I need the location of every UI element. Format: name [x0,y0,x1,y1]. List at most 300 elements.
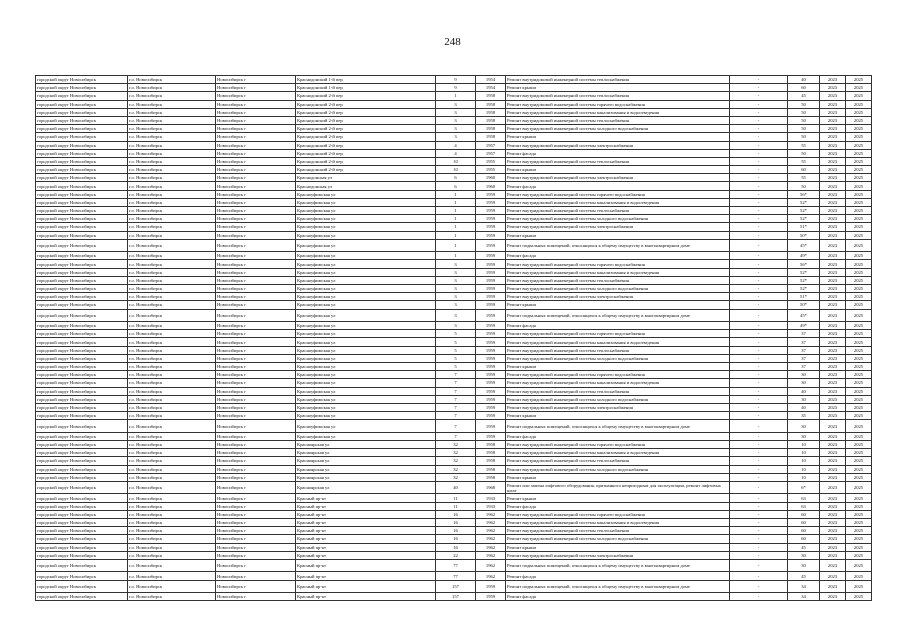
end-year-cell: 2025 [846,174,872,182]
blank-cell: - [730,149,788,157]
street-cell: Красный пр-кт [296,543,436,551]
district-cell: г.о. Новосибирск [128,363,216,371]
city-cell: Новосибирск г [216,182,296,190]
street-cell: Краснодонский 2-й пер [296,92,436,100]
house-number-cell: 3 [436,260,476,268]
start-year-cell: 2023 [820,363,846,371]
city-cell: Новосибирск г [216,84,296,92]
street-cell: Краснодонский 2-й пер [296,108,436,116]
work-type-cell: Ремонт внутридомовой инженерной системы горячего водоснабжения [506,371,730,379]
street-cell: Красноярская ул [296,441,436,449]
work-type-cell: Ремонт фасада [506,149,730,157]
house-number-cell: 7 [436,395,476,403]
city-cell: Новосибирск г [216,535,296,543]
blank-cell: - [730,449,788,457]
municipality-cell: городской округ Новосибирск [36,100,128,108]
city-cell: Новосибирск г [216,338,296,346]
build-year-cell: 1933 [476,502,506,510]
district-cell: г.о. Новосибирск [128,116,216,124]
municipality-cell: городской округ Новосибирск [36,125,128,133]
end-year-cell: 2025 [846,301,872,309]
city-cell: Новосибирск г [216,346,296,354]
house-number-cell: 1 [436,239,476,252]
work-type-cell: Ремонт внутридомовой инженерной системы канализования и водоотведения [506,268,730,276]
blank-cell: - [730,441,788,449]
value-cell: 49* [788,252,820,260]
work-type-cell: Ремонт внутридомовой инженерной системы теплоснабжения [506,157,730,165]
build-year-cell: 1959 [476,207,506,215]
table-row [36,527,872,535]
build-year-cell: 1959 [476,412,506,420]
municipality-cell: городской округ Новосибирск [36,166,128,174]
end-year-cell: 2025 [846,309,872,322]
house-number-cell: 32 [436,457,476,465]
table-row [36,182,872,190]
build-year-cell: 1959 [476,190,506,198]
municipality-cell: городской округ Новосибирск [36,268,128,276]
city-cell: Новосибирск г [216,441,296,449]
start-year-cell: 2023 [820,346,846,354]
district-cell: г.о. Новосибирск [128,551,216,559]
end-year-cell: 2025 [846,338,872,346]
blank-cell: - [730,338,788,346]
municipality-cell: городской округ Новосибирск [36,403,128,411]
work-type-cell: Ремонт крыши [506,412,730,420]
value-cell: 10 [788,465,820,473]
end-year-cell: 2025 [846,580,872,593]
end-year-cell: 2025 [846,395,872,403]
end-year-cell: 2025 [846,593,872,601]
city-cell: Новосибирск г [216,371,296,379]
build-year-cell: 1959 [476,346,506,354]
blank-cell: - [730,412,788,420]
build-year-cell: 1959 [476,395,506,403]
city-cell: Новосибирск г [216,149,296,157]
start-year-cell: 2023 [820,166,846,174]
district-cell: г.о. Новосибирск [128,215,216,223]
house-number-cell: 1 [436,252,476,260]
work-type-cell: Ремонт крыши [506,363,730,371]
city-cell: Новосибирск г [216,412,296,420]
start-year-cell: 2023 [820,207,846,215]
work-type-cell: Ремонт внутридомовой инженерной системы горячего водоснабжения [506,260,730,268]
municipality-cell: городской округ Новосибирск [36,182,128,190]
work-type-cell: Ремонт фасада [506,322,730,330]
start-year-cell: 2023 [820,116,846,124]
house-number-cell: 7 [436,379,476,387]
municipality-cell: городской округ Новосибирск [36,215,128,223]
value-cell: 50 [788,125,820,133]
work-type-cell: Ремонт внутридомовой инженерной системы холодного водоснабжения [506,285,730,293]
street-cell: Красноуфимская ул [296,354,436,362]
blank-cell: - [730,572,788,580]
end-year-cell: 2025 [846,420,872,433]
city-cell: Новосибирск г [216,76,296,84]
blank-cell: - [730,371,788,379]
build-year-cell: 1959 [476,403,506,411]
build-year-cell: 1957 [476,141,506,149]
city-cell: Новосибирск г [216,309,296,322]
end-year-cell: 2025 [846,293,872,301]
work-type-cell: Ремонт внутридомовой инженерной системы электроснабжения [506,174,730,182]
end-year-cell: 2025 [846,379,872,387]
value-cell: 34 [788,580,820,593]
work-type-cell: Ремонт подвальных помещений, относящихся к общему имуществу в многоквартирном доме [506,309,730,322]
district-cell: г.о. Новосибирск [128,166,216,174]
house-number-cell: 3 [436,276,476,284]
house-number-cell: 11 [436,502,476,510]
table-row [36,322,872,330]
value-cell: 50* [788,301,820,309]
district-cell: г.о. Новосибирск [128,519,216,527]
house-number-cell: 1 [436,207,476,215]
district-cell: г.о. Новосибирск [128,231,216,239]
start-year-cell: 2023 [820,338,846,346]
district-cell: г.о. Новосибирск [128,92,216,100]
value-cell: 51* [788,223,820,231]
table-row [36,190,872,198]
city-cell: Новосибирск г [216,432,296,440]
municipality-cell: городской округ Новосибирск [36,543,128,551]
build-year-cell: 1959 [476,239,506,252]
house-number-cell: 3 [436,322,476,330]
street-cell: Красноуфимская ул [296,363,436,371]
city-cell: Новосибирск г [216,166,296,174]
blank-cell: - [730,502,788,510]
table-row [36,338,872,346]
street-cell: Краснодонская ул [296,182,436,190]
build-year-cell: 1959 [476,420,506,433]
district-cell: г.о. Новосибирск [128,252,216,260]
build-year-cell: 1954 [476,76,506,84]
house-number-cell: 9 [436,84,476,92]
house-number-cell: 5 [436,330,476,338]
street-cell: Красноярская ул [296,457,436,465]
work-type-cell: Ремонт внутридомовой инженерной системы холодного водоснабжения [506,354,730,362]
blank-cell: - [730,346,788,354]
work-type-cell: Ремонт внутридомовой инженерной системы холодного водоснабжения [506,535,730,543]
value-cell: 40 [788,403,820,411]
city-cell: Новосибирск г [216,363,296,371]
work-type-cell: Ремонт внутридомовой инженерной системы горячего водоснабжения [506,441,730,449]
table-row [36,481,872,494]
start-year-cell: 2023 [820,301,846,309]
value-cell: 45 [788,92,820,100]
district-cell: г.о. Новосибирск [128,457,216,465]
build-year-cell: 1962 [476,572,506,580]
value-cell: 50 [788,108,820,116]
table-body [36,76,872,601]
value-cell: 45 [788,543,820,551]
blank-cell: - [730,174,788,182]
city-cell: Новосибирск г [216,330,296,338]
district-cell: г.о. Новосибирск [128,149,216,157]
district-cell: г.о. Новосибирск [128,559,216,572]
city-cell: Новосибирск г [216,473,296,481]
district-cell: г.о. Новосибирск [128,535,216,543]
blank-cell: - [730,465,788,473]
municipality-cell: городской округ Новосибирск [36,157,128,165]
street-cell: Красноуфимская ул [296,231,436,239]
district-cell: г.о. Новосибирск [128,223,216,231]
street-cell: Красноярская ул [296,481,436,494]
work-type-cell: Ремонт внутридомовой инженерной системы канализования и водоотведения [506,379,730,387]
district-cell: г.о. Новосибирск [128,301,216,309]
build-year-cell: 1958 [476,100,506,108]
municipality-cell: городской округ Новосибирск [36,441,128,449]
blank-cell: - [730,387,788,395]
district-cell: г.о. Новосибирск [128,572,216,580]
table-row [36,100,872,108]
blank-cell: - [730,432,788,440]
district-cell: г.о. Новосибирск [128,276,216,284]
start-year-cell: 2023 [820,559,846,572]
city-cell: Новосибирск г [216,190,296,198]
city-cell: Новосибирск г [216,223,296,231]
table-row [36,92,872,100]
municipality-cell: городской округ Новосибирск [36,354,128,362]
page-number: 248 [444,36,461,48]
work-type-cell: Ремонт внутридомовой инженерной системы теплоснабжения [506,387,730,395]
work-type-cell: Ремонт крыши [506,473,730,481]
start-year-cell: 2023 [820,412,846,420]
street-cell: Краснодонский 2-й пер [296,141,436,149]
district-cell: г.о. Новосибирск [128,502,216,510]
municipality-cell: городской округ Новосибирск [36,322,128,330]
municipality-cell: городской округ Новосибирск [36,363,128,371]
end-year-cell: 2025 [846,260,872,268]
table-row [36,473,872,481]
blank-cell: - [730,116,788,124]
start-year-cell: 2023 [820,510,846,518]
value-cell: 52* [788,215,820,223]
blank-cell: - [730,215,788,223]
end-year-cell: 2025 [846,543,872,551]
table-row [36,519,872,527]
build-year-cell: 1959 [476,268,506,276]
blank-cell: - [730,293,788,301]
start-year-cell: 2023 [820,527,846,535]
house-number-cell: 10 [436,166,476,174]
work-type-cell: Ремонт внутридомовой инженерной системы горячего водоснабжения [506,510,730,518]
blank-cell: - [730,457,788,465]
work-type-cell: Ремонт внутридомовой инженерной системы горячего водоснабжения [506,100,730,108]
city-cell: Новосибирск г [216,125,296,133]
table-row [36,593,872,601]
work-type-cell: Ремонт крыши [506,494,730,502]
city-cell: Новосибирск г [216,593,296,601]
house-number-cell: 11 [436,494,476,502]
municipality-cell: городской округ Новосибирск [36,338,128,346]
house-number-cell: 157 [436,580,476,593]
city-cell: Новосибирск г [216,403,296,411]
table-row [36,535,872,543]
build-year-cell: 1955 [476,166,506,174]
end-year-cell: 2025 [846,133,872,141]
blank-cell: - [730,535,788,543]
city-cell: Новосибирск г [216,141,296,149]
house-number-cell: 5 [436,354,476,362]
blank-cell: - [730,481,788,494]
house-number-cell: 4 [436,141,476,149]
city-cell: Новосибирск г [216,354,296,362]
table-row [36,363,872,371]
house-number-cell: 32 [436,473,476,481]
street-cell: Красный пр-кт [296,502,436,510]
table-row [36,198,872,206]
blank-cell: - [730,519,788,527]
municipality-cell: городской округ Новосибирск [36,371,128,379]
work-type-cell: Ремонт внутридомовой инженерной системы холодного водоснабжения [506,395,730,403]
work-type-cell: Ремонт внутридомовой инженерной системы теплоснабжения [506,207,730,215]
blank-cell: - [730,420,788,433]
work-type-cell: Ремонт внутридомовой инженерной системы теплоснабжения [506,457,730,465]
end-year-cell: 2025 [846,223,872,231]
street-cell: Краснодонский 2-й пер [296,133,436,141]
house-number-cell: 40 [436,481,476,494]
district-cell: г.о. Новосибирск [128,330,216,338]
start-year-cell: 2023 [820,309,846,322]
blank-cell: - [730,494,788,502]
district-cell: г.о. Новосибирск [128,449,216,457]
street-cell: Красный пр-кт [296,519,436,527]
house-number-cell: 157 [436,593,476,601]
build-year-cell: 1959 [476,580,506,593]
start-year-cell: 2023 [820,473,846,481]
municipality-cell: городской округ Новосибирск [36,412,128,420]
municipality-cell: городской округ Новосибирск [36,252,128,260]
build-year-cell: 1958 [476,133,506,141]
district-cell: г.о. Новосибирск [128,510,216,518]
street-cell: Красноуфимская ул [296,239,436,252]
municipality-cell: городской округ Новосибирск [36,309,128,322]
build-year-cell: 1954 [476,84,506,92]
start-year-cell: 2023 [820,543,846,551]
start-year-cell: 2023 [820,572,846,580]
start-year-cell: 2023 [820,580,846,593]
city-cell: Новосибирск г [216,108,296,116]
build-year-cell: 1959 [476,371,506,379]
house-number-cell: 32 [436,441,476,449]
build-year-cell: 1959 [476,293,506,301]
blank-cell: - [730,125,788,133]
table-row [36,215,872,223]
city-cell: Новосибирск г [216,465,296,473]
blank-cell: - [730,108,788,116]
house-number-cell: 7 [436,412,476,420]
house-number-cell: 16 [436,510,476,518]
house-number-cell: 32 [436,465,476,473]
value-cell: 56* [788,260,820,268]
district-cell: г.о. Новосибирск [128,354,216,362]
city-cell: Новосибирск г [216,293,296,301]
work-type-cell: Ремонт внутридомовой инженерной системы канализования и водоотведения [506,519,730,527]
house-number-cell: 7 [436,420,476,433]
table-row [36,371,872,379]
municipality-cell: городской округ Новосибирск [36,519,128,527]
city-cell: Новосибирск г [216,527,296,535]
blank-cell: - [730,593,788,601]
value-cell: 10 [788,441,820,449]
end-year-cell: 2025 [846,76,872,84]
end-year-cell: 2025 [846,473,872,481]
blank-cell: - [730,363,788,371]
municipality-cell: городской округ Новосибирск [36,593,128,601]
start-year-cell: 2023 [820,76,846,84]
end-year-cell: 2025 [846,387,872,395]
municipality-cell: городской округ Новосибирск [36,133,128,141]
blank-cell: - [730,100,788,108]
blank-cell: - [730,190,788,198]
blank-cell: - [730,285,788,293]
value-cell: 30 [788,559,820,572]
build-year-cell: 1962 [476,510,506,518]
start-year-cell: 2023 [820,457,846,465]
end-year-cell: 2025 [846,432,872,440]
build-year-cell: 1959 [476,260,506,268]
start-year-cell: 2023 [820,441,846,449]
start-year-cell: 2023 [820,551,846,559]
work-type-cell: Ремонт внутридомовой инженерной системы канализования и водоотведения [506,338,730,346]
value-cell: 50 [788,133,820,141]
municipality-cell: городской округ Новосибирск [36,449,128,457]
blank-cell: - [730,301,788,309]
district-cell: г.о. Новосибирск [128,285,216,293]
blank-cell: - [730,76,788,84]
value-cell: 55 [788,141,820,149]
end-year-cell: 2025 [846,322,872,330]
value-cell: 49* [788,322,820,330]
work-type-cell: Ремонт внутридомовой инженерной системы электроснабжения [506,141,730,149]
end-year-cell: 2025 [846,502,872,510]
municipality-cell: городской округ Новосибирск [36,395,128,403]
district-cell: г.о. Новосибирск [128,190,216,198]
start-year-cell: 2023 [820,182,846,190]
municipality-cell: городской округ Новосибирск [36,223,128,231]
end-year-cell: 2025 [846,141,872,149]
end-year-cell: 2025 [846,252,872,260]
table-row [36,494,872,502]
table-row [36,449,872,457]
build-year-cell: 1959 [476,301,506,309]
value-cell: 10 [788,473,820,481]
blank-cell: - [730,133,788,141]
blank-cell: - [730,551,788,559]
street-cell: Красноуфимская ул [296,371,436,379]
house-number-cell: 6 [436,182,476,190]
city-cell: Новосибирск г [216,198,296,206]
house-number-cell: 1 [436,231,476,239]
house-number-cell: 1 [436,198,476,206]
table-row [36,559,872,572]
district-cell: г.о. Новосибирск [128,84,216,92]
table-row [36,572,872,580]
district-cell: г.о. Новосибирск [128,198,216,206]
end-year-cell: 2025 [846,116,872,124]
work-type-cell: Ремонт подвальных помещений, относящихся к общему имуществу в многоквартирном доме [506,420,730,433]
municipality-cell: городской округ Новосибирск [36,535,128,543]
table-row [36,239,872,252]
work-type-cell: Ремонт крыши [506,84,730,92]
start-year-cell: 2023 [820,465,846,473]
work-type-cell: Ремонт внутридомовой инженерной системы холодного водоснабжения [506,465,730,473]
district-cell: г.о. Новосибирск [128,371,216,379]
build-year-cell: 1959 [476,593,506,601]
end-year-cell: 2025 [846,108,872,116]
district-cell: г.о. Новосибирск [128,387,216,395]
street-cell: Красноуфимская ул [296,322,436,330]
district-cell: г.о. Новосибирск [128,125,216,133]
